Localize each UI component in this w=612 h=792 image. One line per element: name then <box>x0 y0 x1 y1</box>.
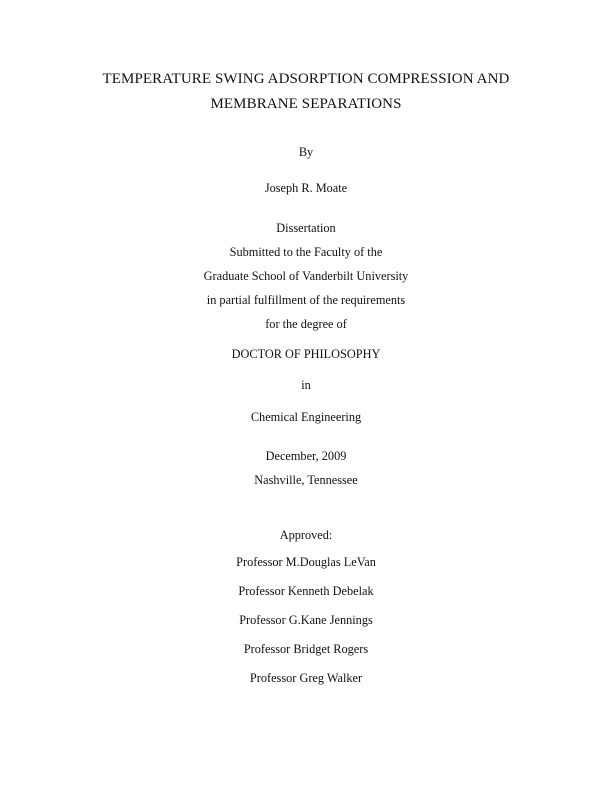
submission-line-1: Submitted to the Faculty of the <box>229 245 383 259</box>
committee-member: Professor M.Douglas LeVan <box>236 555 376 569</box>
committee-member: Professor G.Kane Jennings <box>239 613 373 627</box>
dissertation-title-line-1: TEMPERATURE SWING ADSORPTION COMPRESSION AND <box>102 71 510 87</box>
field-of-study: Chemical Engineering <box>250 410 362 424</box>
submission-date: December, 2009 <box>265 449 347 463</box>
author-name: Joseph R. Moate <box>264 181 348 195</box>
submission-location: Nashville, Tennessee <box>254 473 358 487</box>
committee-member: Professor Bridget Rogers <box>243 642 369 656</box>
dissertation-title-line-2: MEMBRANE SEPARATIONS <box>210 96 402 112</box>
approval-heading: Approved: <box>279 528 333 542</box>
committee-member: Professor Kenneth Debelak <box>238 584 374 598</box>
byline: By <box>298 145 314 159</box>
committee-member: Professor Greg Walker <box>249 671 363 685</box>
document-type: Dissertation <box>276 221 336 235</box>
degree-connector: in <box>301 378 311 392</box>
submission-line-2: Graduate School of Vanderbilt University <box>203 269 409 283</box>
degree-name: DOCTOR OF PHILOSOPHY <box>231 347 381 361</box>
submission-line-3: in partial fulfillment of the requirements <box>206 293 406 307</box>
submission-line-4: for the degree of <box>265 317 347 331</box>
